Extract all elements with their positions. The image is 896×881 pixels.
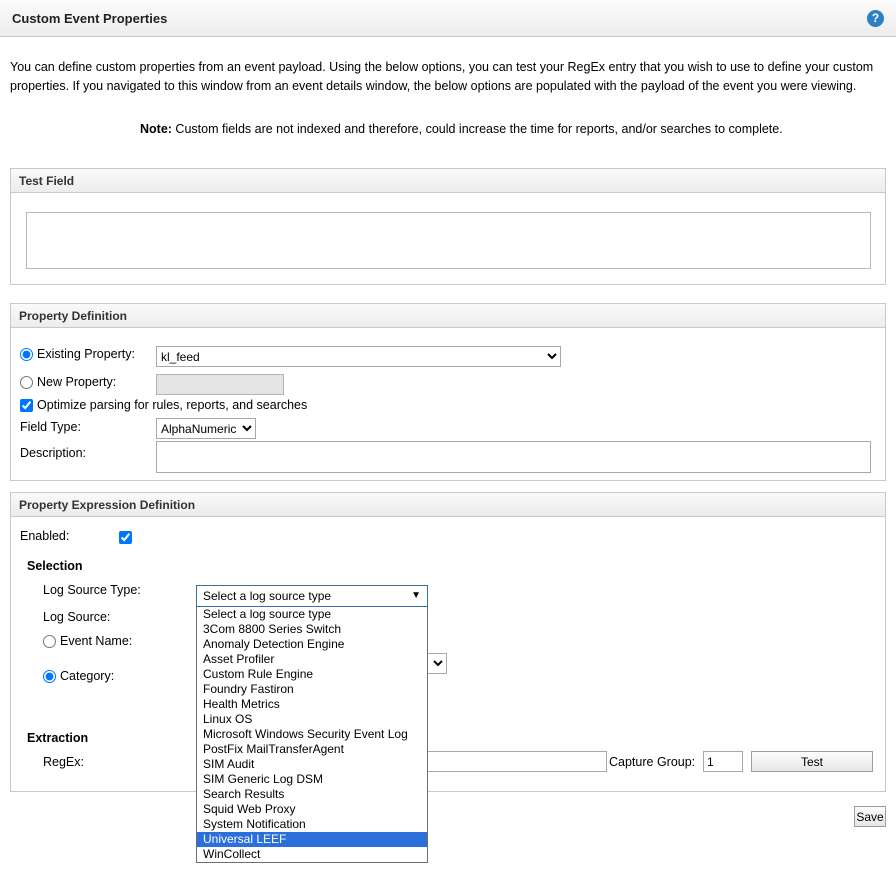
log-source-row [43, 610, 110, 624]
log-source-type-dropdown[interactable] [196, 585, 428, 861]
log-source-type-option[interactable]: Health Metrics [203, 697, 280, 711]
optimize-parsing-label: Optimize parsing for rules, reports, and searches [37, 398, 308, 412]
log-source-type-option[interactable]: PostFix MailTransferAgent [203, 742, 344, 756]
enabled-label: Enabled: [20, 529, 70, 543]
test-field-panel [10, 168, 886, 285]
category-radio[interactable] [43, 670, 56, 683]
window-titlebar [0, 0, 896, 37]
log-source-type-option[interactable]: Custom Rule Engine [203, 667, 314, 681]
log-source-type-option[interactable]: Anomaly Detection Engine [203, 637, 345, 651]
chevron-down-icon: ▼ [411, 590, 421, 601]
note-text [140, 120, 880, 139]
log-source-type-option[interactable]: WinCollect [203, 847, 261, 861]
log-source-type-selected-value: Select a log source type [203, 589, 332, 603]
existing-property-radio[interactable] [20, 348, 33, 361]
new-property-label: New Property: [37, 375, 117, 389]
enabled-checkbox[interactable] [119, 531, 132, 544]
note-label: Note: [140, 122, 172, 136]
existing-property-row [20, 347, 135, 361]
field-type-row [20, 420, 81, 434]
capture-group-label: Capture Group: [609, 755, 696, 769]
description-row [20, 446, 86, 460]
test-field-header: Test Field [11, 169, 885, 193]
extraction-header: Extraction [27, 731, 89, 745]
optimize-parsing-checkbox[interactable] [20, 399, 33, 412]
log-source-type-option[interactable]: Foundry Fastiron [203, 682, 294, 696]
selection-header: Selection [27, 559, 83, 573]
window-title: Custom Event Properties [12, 10, 168, 26]
category-label: Category: [60, 669, 115, 683]
enabled-row [20, 529, 69, 543]
log-source-type-option[interactable]: Squid Web Proxy [203, 802, 296, 816]
field-type-select[interactable] [156, 418, 256, 439]
log-source-type-option[interactable]: SIM Audit [203, 757, 255, 771]
event-name-radio[interactable] [43, 635, 56, 648]
log-source-type-select[interactable] [196, 585, 428, 607]
new-property-row [20, 375, 116, 389]
category-row [43, 669, 114, 683]
save-button[interactable]: Save [854, 806, 886, 827]
log-source-type-option[interactable]: Asset Profiler [203, 652, 275, 666]
log-source-label: Log Source: [43, 610, 111, 624]
description-label: Description: [20, 446, 86, 460]
property-expression-header: Property Expression Definition [11, 493, 885, 517]
log-source-type-option[interactable]: Linux OS [203, 712, 253, 726]
existing-property-select[interactable] [156, 346, 561, 367]
field-type-label: Field Type: [20, 420, 81, 434]
property-expression-panel [10, 492, 886, 792]
log-source-type-label: Log Source Type: [43, 583, 141, 597]
log-source-type-option[interactable]: Search Results [203, 787, 285, 801]
property-definition-header: Property Definition [11, 304, 885, 328]
log-source-type-option[interactable]: 3Com 8800 Series Switch [203, 622, 342, 636]
capture-group-row [609, 755, 695, 769]
event-name-row [43, 634, 132, 648]
event-name-label: Event Name: [60, 634, 133, 648]
log-source-type-option-list[interactable] [196, 607, 428, 863]
new-property-input[interactable] [156, 374, 284, 395]
capture-group-input[interactable] [703, 751, 743, 772]
optimize-parsing-row [20, 398, 307, 412]
log-source-type-option[interactable]: System Notification [203, 817, 306, 831]
regex-row [43, 755, 84, 769]
test-button[interactable]: Test [751, 751, 873, 772]
property-definition-panel [10, 303, 886, 481]
test-field-input[interactable] [26, 212, 871, 269]
regex-label: RegEx: [43, 755, 84, 769]
intro-paragraph: You can define custom properties from an event payload. Using the below options, you can test your RegEx entry that you wish to use to define your custom properties. If you navigated to this window from an event details window, the below options are populated with the payload of the event you were viewing. [10, 60, 874, 93]
log-source-type-option[interactable]: Universal LEEF [197, 832, 427, 847]
log-source-type-option[interactable]: Select a log source type [203, 607, 332, 621]
log-source-type-option[interactable]: SIM Generic Log DSM [203, 772, 324, 786]
note-body: Custom fields are not indexed and therefore, could increase the time for reports, and/or searches to complete. [171, 122, 783, 136]
log-source-type-row [43, 583, 141, 597]
existing-property-label: Existing Property: [37, 347, 135, 361]
log-source-type-option[interactable]: Microsoft Windows Security Event Log [203, 727, 408, 741]
help-icon[interactable]: ? [867, 10, 884, 27]
description-input[interactable] [156, 441, 871, 473]
new-property-radio[interactable] [20, 376, 33, 389]
